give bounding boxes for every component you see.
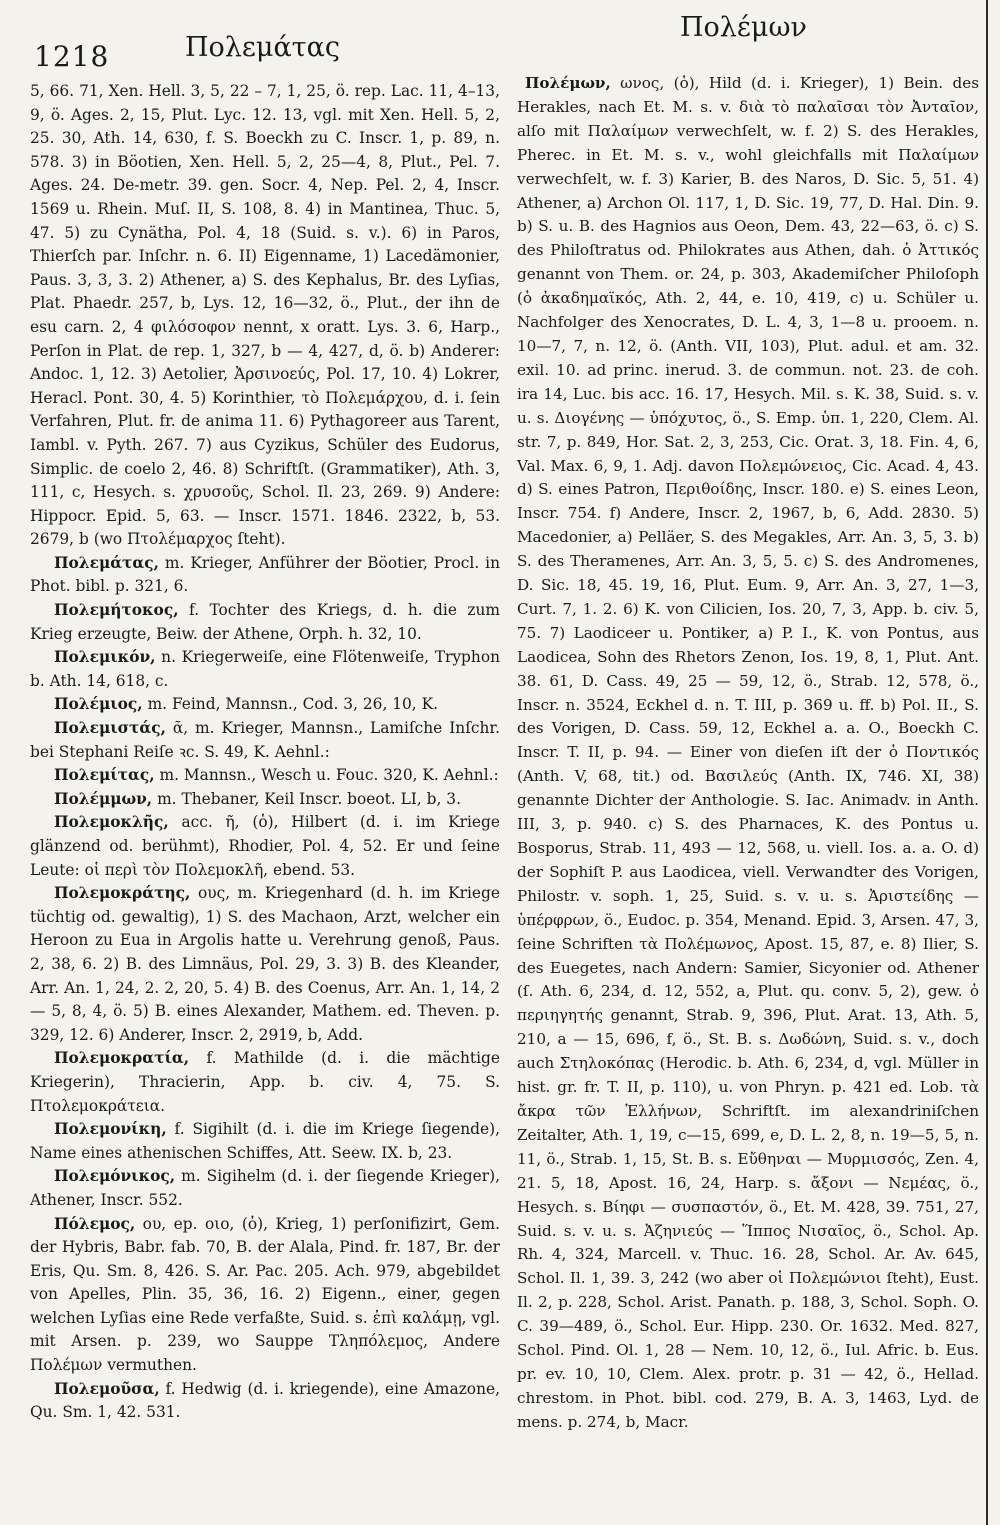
entry-text: 5, 66. 71, Xen. Hell. 3, 5, 22 – 7, 1, 25, ö. rep. Lac. 11, 4–13, 9, ö. Ages. 2, 15, Plut. Lyc. 12. 13, vgl. mit Xen. Hell. 5, 2, 25. 30, Ath. 14, 630, f. S. Boeckh zu C. Inscr. 1, p. 89, n. 578. 3) in Böotien, Xen. Hell. 5, 2, 25—4, 8, Plut., Pel. 7. Ages. 24. De-metr. 39. gen. Socr. 4, Nep. Pel. 2, 4, Inscr. 1569 u. Rhein. Muſ. II, S. 108, 8. 4) in Mantinea, Thuc. 5, 47. 5) zu Cynätha, Pol. 4, 18 (Suid. s. v.). 6) in Paros, Thierſch par. Inſchr. n. 6. II) Eigenname, 1) Lacedämonier, Paus. 3, 3, 3. 2) Athener, a) S. des Kephalus, Br. des Lyſias, Plat. Phaedr. 257, b, Lys. 12, 16—32, ö., Plut., der ihn de esu carn. 2, 4 φιλόσοφον nennt, x oratt. Lys. 3. 6, Harp., Perſon in Plat. de rep. 1, 327, b — 4, 427, d, ö. b) Anderer: Andoc. 1, 12. 3) Aetolier, Ἀρσινοεύς, Pol. 17, 10. 4) Lokrer, Heracl. Pont. 30, 4. 5) Korinthier, τὸ Πολεμάρχου, d. i. ſein Verfahren, Plut. fr. de anima 11. 6) Pythagoreer aus Tarent, Iambl. v. Pyth. 267. 7) aus Cyzikus, Schüler des Eudorus, Simplic. de coelo 2, 46. 8) Schriftſt. (Grammatiker), Ath. 3, 111, c, Hesych. s. χρυσοῦς, Schol. Il. 23, 269. 9) Andere: Hippocr. Epid. 5, 63. — Inscr. 1571. 1846. 2322, b, 53. 2679, b (wo Πτολέμαρχος ſteht). <box>30 82 500 549</box>
entry-text: ωνος, (ὁ), Hild (d. i. Krieger), 1) Bein. des Herakles, nach Et. M. s. v. διὰ τὸ παλαῖσαι τὸν Ἀνταῖον, alſo mit Παλαίμων verwechſelt, w. f. 2) S. des Herakles, Pherec. in Et. M. s. v., wohl gleichfalls mit Παλαίμων verwechſelt, w. f. 3) Karier, B. des Naros, D. Sic. 5, 51. 4) Athener, a) Archon Ol. 117, 1, D. Sic. 19, 77, D. Hal. Din. 9. b) S. u. B. des Hagnios aus Oeon, Dem. 43, 22—63, ö. c) S. des Philoſtratus od. Philokrates aus Athen, dah. ὁ Ἀττικός genannt von Them. or. 24, p. 303, Akademiſcher Philoſoph (ὁ ἀκαδημαϊκός, Ath. 2, 44, e. 10, 419, c) u. Schüler u. Nachfolger des Xenocrates, D. L. 4, 3, 1—8 u. prooem. n. 10—7, 7, n. 12, ö. (Anth. VII, 103), Plut. adul. et am. 32. exil. 10. ad princ. inerud. 3. de commun. not. 23. de coh. ira 14, Luc. bis acc. 16. 17, Hesych. Mil. s. K. 38, Suid. s. v. u. s. Διογένης — ὑπόχυτος, ö., S. Emp. ὑπ. 1, 220, Clem. Al. str. 7, p. 849, Hor. Sat. 2, 3, 253, Cic. Orat. 3, 18. Fin. 4, 6, Val. Max. 6, 9, 1. Adj. davon Πολεμώνειος, Cic. Acad. 4, 43. d) S. eines Patron, Περιθοίδης, Inscr. 180. e) S. eines Leon, Inscr. 754. f) Andere, Inscr. 2, 1967, b, 6, Add. 2830. 5) Macedonier, a) Pelläer, S. des Megakles, Arr. An. 3, 5, 3. b) S. des Theramenes, Arr. An. 3, 5, 5. c) S. des Andromenes, D. Sic. 18, 45. 19, 16, Plut. Eum. 9, Arr. An. 3, 27, 1—3, Curt. 7, 1. 2. 6) K. von Cilicien, Ios. 20, 7, 3, App. b. civ. 5, 75. 7) Laodiceer u. Pontiker, a) P. I., K. von Pontus, aus Laodicea, Sohn des Rhetors Zenon, Ios. 19, 8, 1, Plut. Ant. 38. 61, D. Cass. 49, 25 — 59, 12, ö., Strab. 12, 578, ö., Inscr. n. 3524, Eckhel d. n. T. III, p. 369 u. ff. b) Pol. II., S. des Vorigen, D. Cass. 59, 12, Eckhel a. a. O., Boeckh C. Inscr. T. II, p. 94. — Einer von dieſen iſt der ὁ Ποντικός (Anth. V, 68, tit.) od. Βασιλεύς (Anth. IX, 746. XI, 38) genannte Dichter der Anthologie. S. Iac. Animadv. in Anth. III, 3, p. 940. c) S. des Pharnaces, K. des Pontus u. Bosporus, Strab. 11, 493 — 12, 568, u. viell. Ios. a. a. O. d) der Sophiſt P. aus Laodicea, viell. Verwandter des Vorigen, Philostr. v. soph. 1, 25, Suid. s. v. u. s. Ἀριστείδης — ὑπέρφρων, ö., Eudoc. p. 354, Menand. Epid. 3, Arsen. 47, 3, ſeine Schriften τὰ Πολέμωνος, Apost. 15, 87, e. 8) Ilier, S. des Euegetes, nach Andern: Samier, Sicyonier od. Athener (ſ. Ath. 6, 234, d. 12, 552, a, Plut. qu. conv. 5, 2), gew. ὁ περιηγητής genannt, Strab. 9, 396, Plut. Arat. 13, Ath. 5, 210, a — 15, 696, f, ö., St. B. s. Δωδώνη, Suid. s. v., doch auch Στηλοκόπας (Herodic. b. Ath. 6, 234, d, vgl. Müller in hist. gr. fr. T. II, p. 110), u. von Phryn. p. 421 ed. Lob. τὰ ἄκρα τῶν Ἑλλήνων, Schriftſt. im alexandriniſchen Zeitalter, Ath. 1, 19, c—15, 699, e, D. L. 2, 8, n. 19—5, 5, n. 11, ö., Strab. 1, 15, St. B. s. Εὔθηναι — Μυρμισσός, Zen. 4, 21. 5, 18, Apost. 16, 24, Harp. s. ἄξονι — Νεμέας, ö., Hesych. s. Βίηφι — συσπαστόν, ö., Et. M. 428, 39. 751, 27, Suid. s. v. u. s. Ἀζηνιεύς — Ἵππος Νισαῖος, ö., Schol. Ap. Rh. 4, 324, Marcell. v. Thuc. 16. 28, Schol. Ar. Av. 645, Schol. Il. 1, 39. 3, 242 (wo aber οἱ Πολεμώνιοι ſteht), Eust. Il. 2, p. 228, Schol. Arist. Panath. p. 188, 3, Schol. Soph. O. C. 39—489, ö., Schol. Eur. Hipp. 230. Or. 1632. Med. 827, Schol. Pind. Ol. 1, 28 — Nem. 10, 12, ö., Iul. Afric. b. Eus. pr. ev. 10, 10, Clem. Alex. protr. p. 31 — 42, ö., Hellad. chrestom. in Phot. bibl. cod. 279, B. A. 3, 1463, Lyd. de mens. p. 274, b, Macr. <box>517 74 980 1431</box>
entry-text: acc. ῆ, (ὁ), Hilbert (d. i. im Kriege glänzend od. berühmt), Rhodier, Pol. 4, 52. Er und ſeine Leute: οἱ περὶ τὸν Πολεμοκλῆ, ebend. 53. <box>30 813 500 879</box>
entry-headword: Πολεμιστάς, <box>54 719 166 738</box>
entry-text: f. Sigihilt (d. i. die im Kriege ſiegende), Name eines athenischen Schiffes, Att. Seew. IX. b, 23. <box>30 1120 500 1162</box>
right-column <box>517 72 979 1435</box>
dictionary-entry <box>30 1165 500 1212</box>
entry-headword: Πολεμόνικος, <box>54 1167 176 1186</box>
dictionary-entry <box>30 693 500 717</box>
entry-text: m. Feind, Mannsn., Cod. 3, 26, 10, K. <box>147 695 438 714</box>
dictionary-entry <box>517 72 979 1435</box>
dictionary-entry <box>30 1213 500 1378</box>
left-column <box>30 80 500 1425</box>
entry-text: f. Mathilde (d. i. die mächtige Kriegerin), Thracierin, App. b. civ. 4, 75. S. Πτολεμοκράτεια. <box>30 1049 500 1115</box>
dictionary-entry <box>30 552 500 599</box>
entry-headword: Πολεμοκράτης, <box>54 884 191 903</box>
entry-headword: Πόλεμος, <box>54 1214 136 1233</box>
entry-headword: Πολεμικόν, <box>54 648 156 667</box>
dictionary-entry <box>30 788 500 812</box>
entry-text: m. Mannsn., Wesch u. Fouc. 320, K. Aehnl.: <box>159 766 499 785</box>
entry-text: n. Kriegerweiſe, eine Flötenweiſe, Tryphon b. Ath. 14, 618, c. <box>30 648 500 690</box>
entry-headword: Πολεμίτας, <box>54 766 155 785</box>
dictionary-entry <box>30 646 500 693</box>
entry-text: ου, ep. οιο, (ὁ), Krieg, 1) perſonifizirt, Gem. der Hybris, Babr. fab. 70, B. der Alala, Pind. fr. 187, Br. der Eris, Qu. Sm. 8, 426. S. Ar. Pac. 205. Ach. 979, abgebildet von Apelles, Plin. 35, 36, 16. 2) Eigenn., einer, gegen welchen Lyſias eine Rede verfaßte, Suid. s. ἐπὶ καλάμῃ, vgl. mit Arsen. p. 239, wo Sauppe Τληπόλεμος, Andere Πολέμων vermuthen. <box>30 1214 500 1375</box>
entry-headword: Πολέμων, <box>525 74 611 92</box>
entry-headword: Πολεμοκλῆς, <box>54 813 169 832</box>
entry-headword: Πολεμοῦσα, <box>54 1379 160 1398</box>
entry-headword: Πολέμιος, <box>54 695 143 714</box>
entry-headword: Πολεμονίκη, <box>54 1120 167 1139</box>
entry-text: ους, m. Kriegenhard (d. h. im Kriege tüchtig od. gewaltig), 1) S. des Machaon, Arzt, welcher ein Heroon zu Eua in Argolis hatte u. Verehrung genoß, Paus. 2, 38, 6. 2) B. des Limnäus, Pol. 29, 3. 3) B. des Kleander, Arr. An. 1, 24, 2. 2, 20, 5. 4) B. des Coenus, Arr. An. 1, 14, 2 — 5, 8, 4, ö. 5) B. eines Alexander, Mathem. ed. Theven. p. 329, 12. 6) Anderer, Inscr. 2, 2919, b, Add. <box>30 884 500 1044</box>
entry-headword: Πολέμμων, <box>54 789 153 808</box>
entry-headword: Πολεμοκρατία, <box>54 1049 190 1068</box>
entry-text: f. Hedwig (d. i. kriegende), eine Amazone, Qu. Sm. 1, 42. 531. <box>30 1379 500 1422</box>
dictionary-entry <box>30 882 500 1047</box>
dictionary-entry <box>30 599 500 646</box>
dictionary-entry <box>30 80 500 552</box>
page-edge-line <box>986 0 988 1525</box>
dictionary-entry <box>30 1118 500 1165</box>
dictionary-entry <box>30 1378 500 1425</box>
dictionary-entry <box>30 811 500 882</box>
left-running-head: Πολεμάτας <box>185 32 340 63</box>
entry-text: ᾶ, m. Krieger, Mannsn., Lamiſche Inſchr. bei Stephani Reiſe ꝛc. S. 49, K. Aehnl.: <box>30 719 500 761</box>
entry-text: m. Sigihelm (d. i. der ſiegende Krieger), Athener, Inscr. 552. <box>30 1167 500 1209</box>
entry-text: m. Thebaner, Keil Inscr. boeot. LI, b, 3. <box>157 789 461 808</box>
entry-headword: Πολεμήτοκος, <box>54 601 179 620</box>
page-number: 1218 <box>34 40 110 73</box>
entry-text: f. Tochter des Kriegs, d. h. die zum Krieg erzeugte, Beiw. der Athene, Orph. h. 32, 10. <box>30 601 500 643</box>
dictionary-entry <box>30 717 500 764</box>
dictionary-entry <box>30 764 500 788</box>
right-running-head: Πολέμων <box>680 12 807 43</box>
entry-text: m. Krieger, Anführer der Böotier, Procl. in Phot. bibl. p. 321, 6. <box>30 553 500 596</box>
dictionary-entry <box>30 1047 500 1118</box>
entry-headword: Πολεμάτας, <box>54 553 159 572</box>
